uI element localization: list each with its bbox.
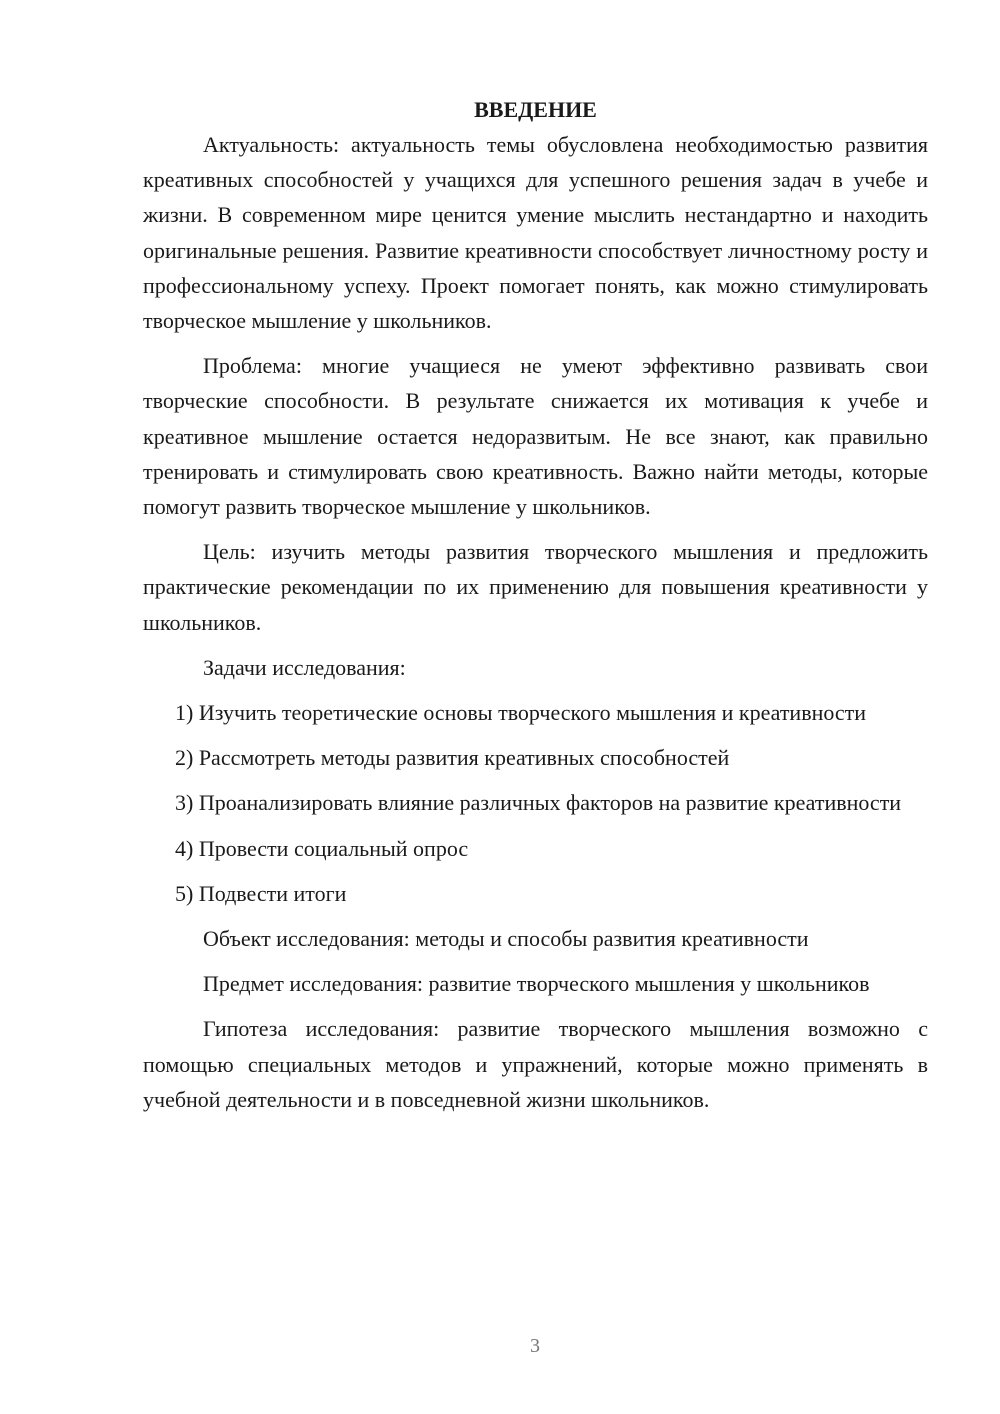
task-item-3: 3) Проанализировать влияние различных факторов на развитие креативности	[175, 790, 902, 816]
task-item-5: 5) Подвести итоги	[175, 880, 347, 906]
document-page	[143, 94, 928, 1127]
problem-paragraph: Проблема: многие учащиеся не умеют эффективно развивать свои творческие способности. В результате снижается их мотивация к учебе и креативное мышление остается недоразвитым. Не все знают, как правильно тренировать и стимулировать свою креативность. Важно найти методы, которые помогут развить творческое мышление у школьников.	[143, 353, 928, 520]
task-item-1: 1) Изучить теоретические основы творческого мышления и креативности	[175, 700, 867, 726]
hypothesis-paragraph: Гипотеза исследования: развитие творческого мышления возможно с помощью специальных методов и упражнений, которые можно применять в учебной деятельности и в повседневной жизни школьников.	[143, 1016, 928, 1112]
subject-paragraph: Предмет исследования: развитие творческого мышления у школьников	[203, 971, 870, 997]
page-title: ВВЕДЕНИЕ	[474, 97, 597, 122]
page-number: 3	[530, 1335, 540, 1357]
tasks-heading: Задачи исследования:	[203, 654, 406, 680]
task-item-4: 4) Провести социальный опрос	[175, 835, 469, 861]
goal-paragraph: Цель: изучить методы развития творческого мышления и предложить практические рекомендации по их применению для повышения креативности у школьников.	[143, 539, 928, 635]
task-item-2: 2) Рассмотреть методы развития креативных способностей	[175, 745, 730, 771]
relevance-paragraph: Актуальность: актуальность темы обусловлена необходимостью развития креативных способностей у учащихся для успешного решения задач в учебе и жизни. В современном мире ценится умение мыслить нестандартно и находить оригинальные решения. Развитие креативности способствует личностному росту и профессиональному успеху. Проект помогает понять, как можно стимулировать творческое мышление у школьников.	[143, 132, 928, 334]
object-paragraph: Объект исследования: методы и способы развития креативности	[203, 926, 809, 952]
